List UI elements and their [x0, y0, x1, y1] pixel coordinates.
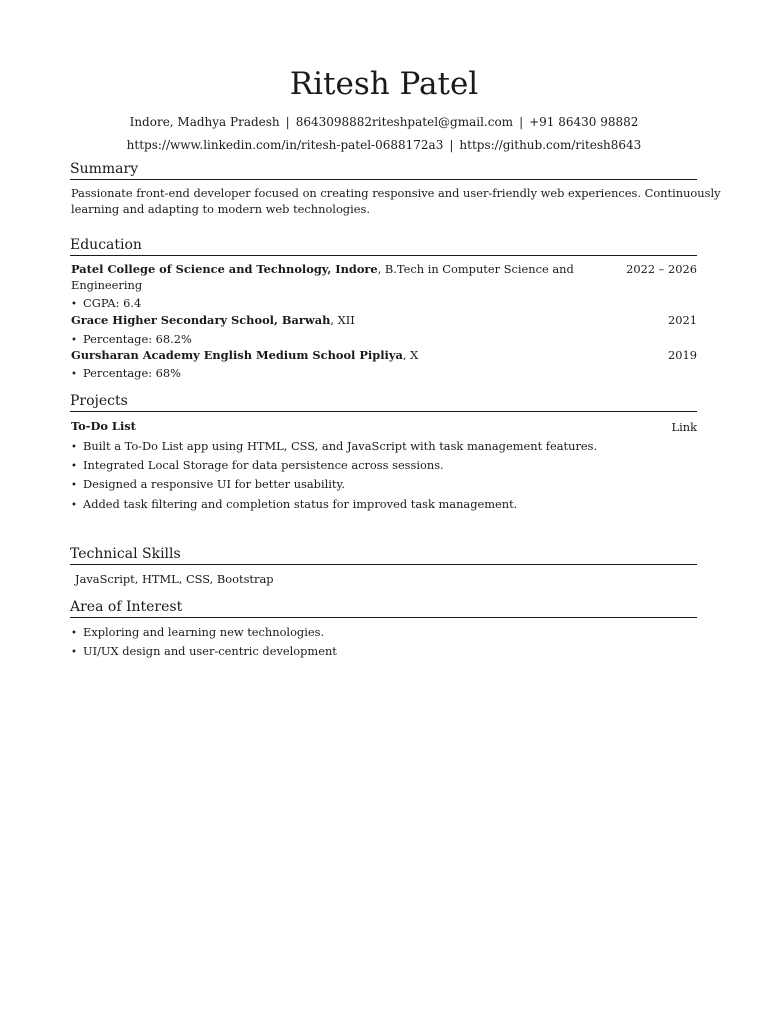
project-title: To-Do List — [71, 419, 136, 433]
bullet-text: Integrated Local Storage for data persistence across sessions. — [83, 458, 444, 472]
degree-continued: Engineering — [71, 278, 143, 292]
section-title-summary: Summary — [70, 160, 697, 180]
bullet-icon: • — [71, 369, 77, 380]
bullet-icon: • — [71, 442, 77, 453]
github-link[interactable]: https://github.com/ritesh8643 — [459, 138, 642, 152]
list-item — [71, 438, 597, 456]
list-item — [71, 643, 337, 661]
bullet-text: Designed a responsive UI for better usability. — [83, 477, 346, 491]
bullet-text: Added task filtering and completion status for improved task management. — [83, 497, 518, 511]
bullet-icon: • — [71, 461, 77, 472]
bullet-icon: • — [71, 628, 77, 639]
email-link[interactable]: 8643098882riteshpatel@gmail.com — [295, 115, 514, 129]
degree: , X — [402, 348, 419, 362]
bullet-text: Built a To-Do List app using HTML, CSS, and JavaScript with task management features. — [83, 439, 598, 453]
contact-line-2 — [0, 137, 768, 153]
section-title-projects: Projects — [70, 392, 697, 412]
bullet-text: Exploring and learning new technologies. — [83, 625, 325, 639]
phone: +91 86430 98882 — [529, 115, 639, 129]
separator: | — [519, 115, 524, 129]
bullet-icon: • — [71, 335, 77, 346]
bullet-text: UI/UX design and user-centric development — [83, 644, 337, 658]
separator: | — [449, 138, 454, 152]
education-date: 2022 – 2026 — [626, 262, 697, 276]
bullet-text: CGPA: 6.4 — [83, 296, 142, 310]
education-entry-3 — [71, 347, 418, 363]
candidate-name: Ritesh Patel — [289, 66, 479, 102]
institution-name: Grace Higher Secondary School, Barwah — [71, 313, 331, 327]
summary-line-2: learning and adapting to modern web technologies. — [71, 202, 370, 216]
bullet-text: Percentage: 68% — [83, 366, 181, 380]
linkedin-link[interactable]: https://www.linkedin.com/in/ritesh-patel-0688172a3 — [126, 138, 444, 152]
project-link[interactable]: Link — [671, 420, 697, 434]
list-item — [71, 496, 517, 514]
list-item — [71, 365, 181, 383]
section-title-interests: Area of Interest — [70, 598, 697, 618]
list-item — [71, 457, 444, 475]
project-name — [71, 418, 136, 434]
bullet-icon: • — [71, 480, 77, 491]
education-entry-2 — [71, 312, 355, 328]
summary-line-1: Passionate front-end developer focused on creating responsive and user-friendly web experiences. Continuously — [71, 186, 721, 200]
degree: , XII — [330, 313, 355, 327]
list-item — [71, 624, 324, 642]
bullet-icon: • — [71, 299, 77, 310]
skills-text: JavaScript, HTML, CSS, Bootstrap — [75, 572, 274, 586]
degree: , B.Tech in Computer Science and — [377, 262, 574, 276]
section-title-education: Education — [70, 236, 697, 256]
list-item — [71, 476, 345, 494]
education-entry-1 — [71, 261, 574, 277]
list-item — [71, 295, 141, 313]
institution-name: Patel College of Science and Technology, Indore — [71, 262, 378, 276]
education-date: 2019 — [668, 348, 697, 362]
separator: | — [285, 115, 290, 129]
bullet-icon: • — [71, 500, 77, 511]
institution-name: Gursharan Academy English Medium School Pipliya — [71, 348, 403, 362]
location: Indore, Madhya Pradesh — [129, 115, 280, 129]
section-title-skills: Technical Skills — [70, 545, 697, 565]
contact-line-1 — [0, 114, 768, 130]
bullet-text: Percentage: 68.2% — [83, 332, 192, 346]
bullet-icon: • — [71, 647, 77, 658]
education-date: 2021 — [668, 313, 697, 327]
